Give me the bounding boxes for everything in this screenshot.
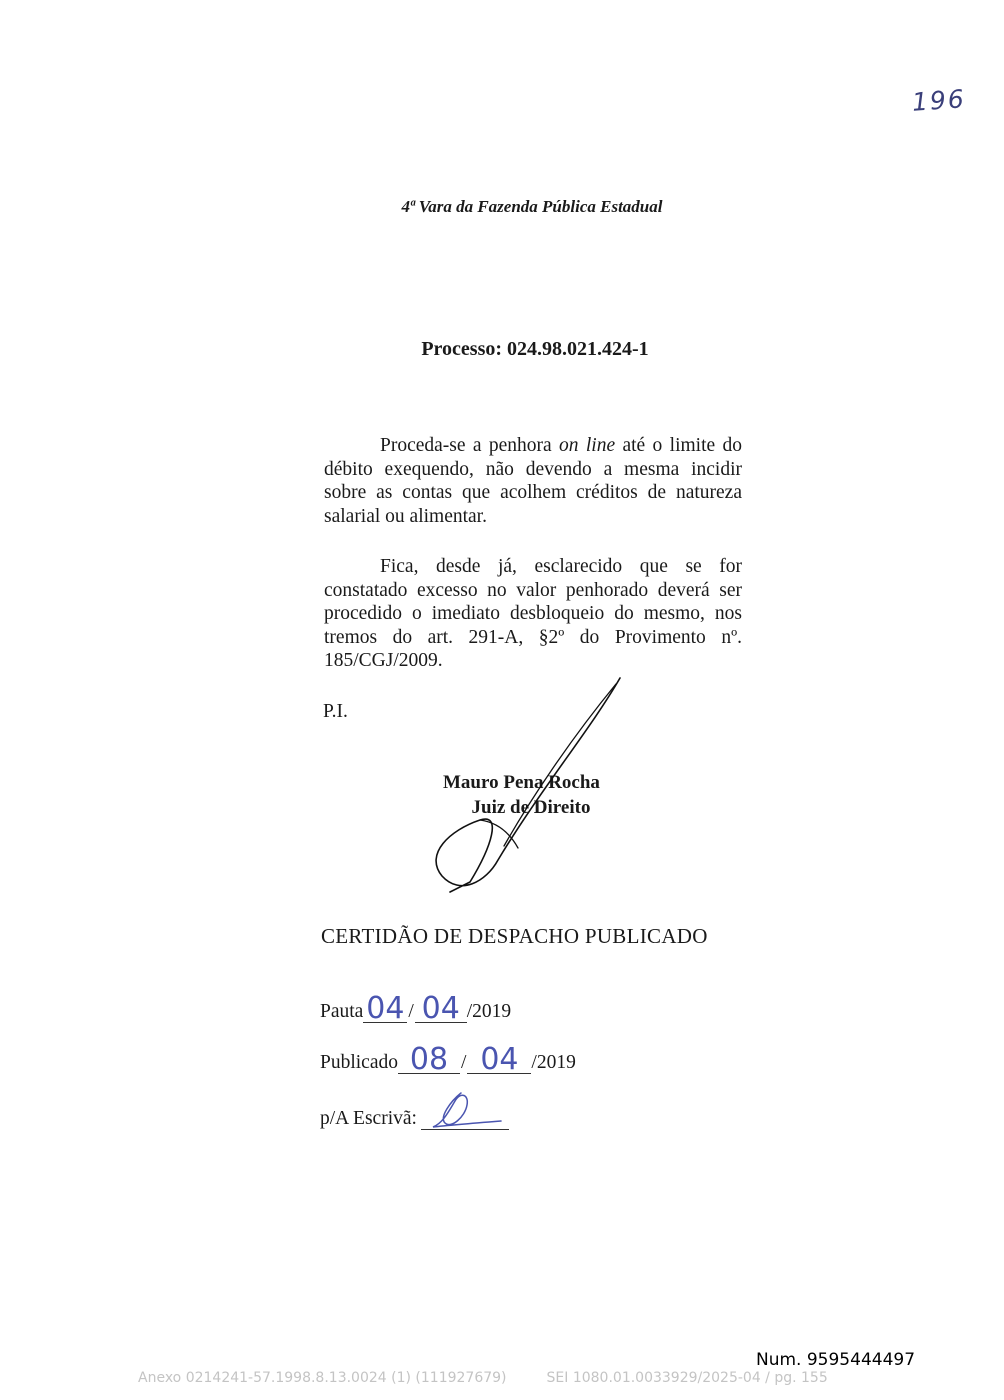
publicado-month: 04 bbox=[480, 1042, 519, 1077]
paragraph-1-text-start: Proceda-se a penhora bbox=[380, 435, 560, 456]
pauta-year: /2019 bbox=[466, 1001, 512, 1022]
publicado-separator: / bbox=[461, 1052, 467, 1073]
judge-title: Juiz de Direito bbox=[471, 797, 591, 818]
order-paragraph-1 bbox=[324, 434, 742, 528]
publicado-year: /2019 bbox=[531, 1052, 576, 1073]
judge-name: Mauro Pena Rocha bbox=[443, 772, 600, 793]
paragraph-1-text-end: até o limite do débito exequendo, não devendo a mesma incidir sobre as contas que acolhem créditos de natureza salarial ou alimentar. bbox=[324, 435, 742, 527]
court-header: 4ª Vara da Fazenda Pública Estadual bbox=[401, 197, 663, 216]
certidao-title: CERTIDÃO DE DESPACHO PUBLICADO bbox=[321, 924, 708, 948]
publicado-month-field bbox=[467, 1042, 531, 1077]
escriva-signature bbox=[421, 1087, 511, 1131]
footer-annex: Anexo 0214241-57.1998.8.13.0024 (1) (111927679) bbox=[138, 1370, 507, 1386]
paragraph-1-emphasis: on line bbox=[559, 435, 616, 456]
pauta-separator: / bbox=[408, 1001, 414, 1022]
order-paragraph-2: Fica, desde já, esclarecido que se for constatado excesso no valor penhorado deverá ser procedido o imediato desbloqueio do mesmo, nos tremos do art. 291-A, §2º do Provimento nº. 185/CGJ/2009. bbox=[324, 556, 742, 672]
pauta-month-field bbox=[415, 991, 467, 1026]
escriva-row bbox=[320, 1090, 509, 1130]
publicado-day-field bbox=[398, 1042, 460, 1077]
pauta-day: 04 bbox=[366, 991, 405, 1026]
escriva-signature-field bbox=[421, 1107, 509, 1130]
publicado-day: 08 bbox=[409, 1042, 449, 1077]
process-number: Processo: 024.98.021.424-1 bbox=[421, 338, 649, 360]
publicado-row bbox=[320, 1034, 576, 1077]
document-number: Num. 9595444497 bbox=[756, 1350, 916, 1370]
pauta-month: 04 bbox=[421, 991, 460, 1026]
handwritten-page-number: 196 bbox=[911, 84, 967, 117]
publicado-label: Publicado bbox=[320, 1052, 398, 1073]
escriva-label: p/A Escrivã: bbox=[320, 1108, 417, 1129]
publish-intimate-mark: P.I. bbox=[323, 701, 348, 722]
footer-stamp bbox=[138, 1370, 828, 1386]
pauta-day-field bbox=[363, 991, 407, 1026]
pauta-label: Pauta bbox=[320, 1001, 364, 1022]
footer-sei: SEI 1080.01.0033929/2025-04 / pg. 155 bbox=[546, 1370, 828, 1386]
pauta-row bbox=[320, 983, 512, 1026]
judge-signature bbox=[420, 670, 640, 900]
